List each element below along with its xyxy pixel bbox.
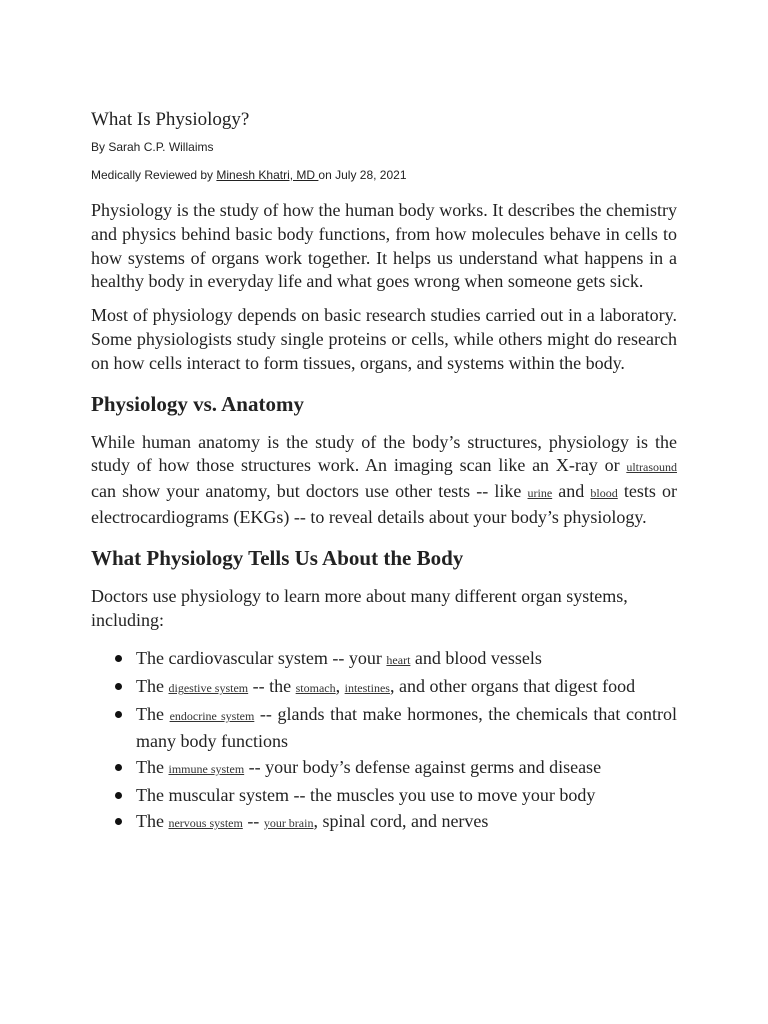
digestive-text-b: -- the xyxy=(248,676,296,697)
anatomy-text-d: tests or electrocardiograms (EKGs) -- to reveal details about your body’s physiology. xyxy=(91,481,677,527)
ultrasound-link[interactable]: ultrasound xyxy=(626,460,677,475)
digestive-text-c: , xyxy=(335,676,345,697)
immune-text-a: The xyxy=(136,756,169,777)
your-brain-link[interactable]: your brain xyxy=(263,815,314,830)
list-item-immune xyxy=(91,755,677,782)
nervous-system-link[interactable]: nervous system xyxy=(168,815,243,830)
anatomy-text-b: can show your anatomy, but doctors use other tests -- like xyxy=(91,481,528,502)
article-title: What Is Physiology? xyxy=(91,109,250,130)
cardio-text-b: and blood vessels xyxy=(410,648,542,669)
heart-link[interactable]: heart xyxy=(386,653,411,668)
byline: By Sarah C.P. Willaims xyxy=(91,140,214,154)
list-item-cardiovascular xyxy=(91,646,677,673)
nervous-text-b: -- xyxy=(242,810,264,831)
nervous-text-a: The xyxy=(136,810,169,831)
digestive-system-link[interactable]: digestive system xyxy=(168,681,249,696)
endocrine-text-a: The xyxy=(136,704,170,725)
anatomy-text-a: While human anatomy is the study of the body’s structures, physiology is the study of how those structures work. An imaging scan like an X-ray or xyxy=(91,431,677,476)
list-item-nervous xyxy=(91,809,677,836)
anatomy-text-c: and xyxy=(552,481,591,502)
bullet-icon xyxy=(115,655,122,662)
bullet-icon xyxy=(115,711,122,718)
urine-link[interactable]: urine xyxy=(527,486,553,501)
section-heading-physiology-vs-anatomy: Physiology vs. Anatomy xyxy=(91,391,304,416)
organ-systems-intro: Doctors use physiology to learn more about many different organ systems, including: xyxy=(91,585,628,630)
muscular-text: The muscular system -- the muscles you use to move your body xyxy=(136,784,596,805)
digestive-text-a: The xyxy=(136,676,169,697)
anatomy-paragraph xyxy=(91,431,677,530)
list-item-endocrine xyxy=(91,702,677,753)
immune-text-b: -- your body’s defense against germs and disease xyxy=(244,756,602,777)
review-date: on July 28, 2021 xyxy=(318,168,407,182)
digestive-text-d: , and other organs that digest food xyxy=(389,676,636,697)
endocrine-text-b: -- glands that make hormones, the chemicals that control many body functions xyxy=(136,704,677,751)
reviewer-link[interactable]: Minesh Khatri, MD xyxy=(216,168,319,182)
review-prefix: Medically Reviewed by xyxy=(91,168,217,182)
immune-system-link[interactable]: immune system xyxy=(168,761,245,776)
bullet-icon xyxy=(115,792,122,799)
cardio-text-a: The cardiovascular system -- your xyxy=(136,648,387,669)
bullet-icon xyxy=(115,818,122,825)
article xyxy=(91,108,677,837)
organ-systems-list xyxy=(91,646,677,835)
list-item-muscular xyxy=(91,783,677,808)
intestines-link[interactable]: intestines xyxy=(344,681,390,696)
section-heading-what-physiology-tells-us: What Physiology Tells Us About the Body xyxy=(91,545,464,570)
bullet-icon xyxy=(115,683,122,690)
list-item-digestive xyxy=(91,674,677,701)
blood-link[interactable]: blood xyxy=(590,486,618,501)
stomach-link[interactable]: stomach xyxy=(295,681,336,696)
nervous-text-c: , spinal cord, and nerves xyxy=(313,810,489,831)
research-paragraph: Most of physiology depends on basic research studies carried out in a laboratory. Some physiologists study single proteins or cells, while others might do research on how cells interact to form tissues, organs, and systems within the body. xyxy=(91,305,677,373)
bullet-icon xyxy=(115,764,122,771)
endocrine-system-link[interactable]: endocrine system xyxy=(169,709,255,724)
intro-paragraph: Physiology is the study of how the human body works. It describes the chemistry and physics behind basic body functions, from how molecules behave in cells to how systems of organs work together. It helps us understand what happens in a healthy body in everyday life and what goes wrong when someone gets sick. xyxy=(91,200,677,292)
medical-review-line xyxy=(91,167,677,183)
